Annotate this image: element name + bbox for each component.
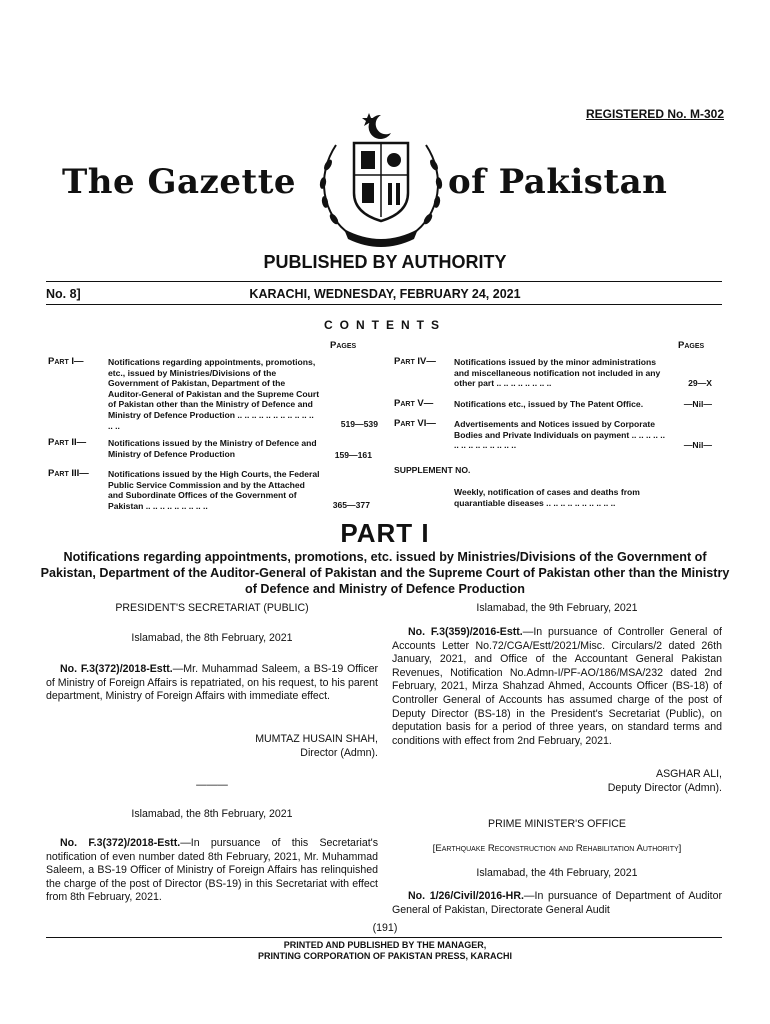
- toc-part-4-text: Notifications issued by the minor administrations and miscellaneous notification not included in any other part .. .. .. .. .. .. .. ..: [454, 357, 661, 389]
- registered-number: REGISTERED No. M-302: [585, 107, 724, 121]
- toc-part-3-text: Notifications issued by the High Courts, the Federal Public Service Commission and by the Attached and Subordinate Offices of the Government of Pakistan .. .. .. .. .. .. .. .. ..: [108, 469, 320, 511]
- toc-part-2-label: Part II—: [48, 437, 87, 448]
- dateline: KARACHI, WEDNESDAY, FEBRUARY 24, 2021: [249, 287, 521, 301]
- left-notification-1: No. F.3(372)/2018-Estt.—Mr. Muhammad Saleem, a BS-19 Officer of Ministry of Foreign Affairs is repatriated, on his request, to his parent department, Ministry of Foreign Affairs with immediate effect.: [46, 663, 378, 703]
- left-date-2: Islamabad, the 8th February, 2021: [131, 808, 293, 820]
- part-title: PART I: [340, 518, 430, 548]
- toc-part-5-label: Part V—: [394, 398, 434, 409]
- rule-top: [46, 281, 722, 282]
- footer-line-2: PRINTING CORPORATION OF PAKISTAN PRESS, KARACHI: [257, 951, 512, 961]
- part-subtitle: Notifications regarding appointments, promotions, etc. issued by Ministries/Divisions of the Government of Pakistan, Department of the Auditor-General of Pakistan and the Supreme Court of Pakistan other than the Ministry of Defence and Ministry of Defence Production: [40, 550, 730, 596]
- left-date-1: Islamabad, the 8th February, 2021: [131, 632, 293, 644]
- pages-label-left: Pages: [330, 340, 357, 351]
- state-emblem: [306, 105, 456, 255]
- left-notification-2: No. F.3(372)/2018-Estt.—In pursuance of this Secretariat's notification of even number dated 8th February, 2021, Mr. Muhammad Saleem, a BS-19 Officer of Ministry of Foreign Affairs has relinquished the charge of the post of Director (BS-19) in this Secretariat with effect from 8th February, 2021.: [46, 837, 378, 904]
- authority-heading: [Earthquake Reconstruction and Rehabilitation Authority]: [432, 843, 682, 854]
- page-number: (191): [372, 922, 398, 934]
- toc-part-1-pages: 519—539: [340, 419, 378, 429]
- toc-part-3-pages: 365—377: [332, 500, 370, 510]
- footer-line-1: PRINTED AND PUBLISHED BY THE MANAGER,: [283, 940, 487, 950]
- president-secretariat-heading: PRESIDENT'S SECRETARIAT (PUBLIC): [115, 602, 309, 614]
- toc-part-6-pages: —Nil—: [683, 440, 712, 450]
- right-notification-1: No. F.3(359)/2016-Estt.—In pursuance of Controller General of Accounts Letter No.72/CGA/Estt/2021/Misc. Circulars/2 dated 26th January, 2021, and Office of the Accountant General Pakistan Revenues, Notification No.Admn-I/PF-AO/186/MSA/232 dated 2nd February, 2021, Mirza Shahzad Ahmed, Accounts Officer (BS-18) of Controller General of Accounts has assumed charge of the post of Deputy Director (BS-18) in the President's Secretariat (Public), on deputation basis for a period of three years, on standard terms and conditions with effect from 2nd February, 2021.: [392, 626, 722, 747]
- rule-bottom: [46, 304, 722, 305]
- toc-part-3-label: Part III—: [48, 468, 89, 479]
- right-date-2: Islamabad, the 4th February, 2021: [476, 867, 638, 879]
- supplement-label: SUPPLEMENT NO.: [394, 465, 471, 475]
- right-date-1: Islamabad, the 9th February, 2021: [476, 602, 638, 614]
- left-signature-name: MUMTAZ HUSAIN SHAH,: [255, 733, 378, 745]
- toc-part-6-label: Part VI—: [394, 418, 436, 429]
- issue-number: No. 8]: [46, 287, 81, 301]
- footer-rule: [46, 937, 722, 938]
- prime-minister-office-heading: PRIME MINISTER'S OFFICE: [488, 818, 626, 830]
- right-signature-title: Deputy Director (Admn).: [607, 782, 722, 794]
- toc-part-5-pages: —Nil—: [683, 399, 712, 409]
- right-signature-name: ASGHAR ALI,: [656, 768, 722, 780]
- toc-part-4-pages: 29—X: [688, 378, 712, 388]
- toc-part-2-pages: 159—161: [334, 450, 372, 460]
- supplement-text: Weekly, notification of cases and deaths from quarantiable diseases .. .. .. .. .. .. .. .. .. ..: [454, 487, 640, 508]
- toc-part-4-label: Part IV—: [394, 356, 436, 367]
- toc-part-2-text: Notifications issued by the Ministry of Defence and Ministry of Defence Production: [108, 438, 317, 459]
- gazette-title-left: The Gazette: [62, 162, 297, 202]
- toc-part-1-label: Part I—: [48, 356, 84, 367]
- published-by-authority: PUBLISHED BY AUTHORITY: [263, 252, 507, 272]
- left-signature-title: Director (Admn).: [300, 747, 378, 759]
- contents-heading: CONTENTS: [324, 318, 446, 332]
- pages-label-right: Pages: [678, 340, 705, 351]
- left-separator: ———: [196, 779, 228, 791]
- right-notification-2: No. 1/26/Civil/2016-HR.—In pursuance of Department of Auditor General of Pakistan, Directorate General Audit: [392, 890, 722, 916]
- toc-part-6-text: Advertisements and Notices issued by Corporate Bodies and Private Individuals on payment .. .. .. .. .. .. .. .. .. .. .. .. .. ..: [454, 419, 666, 451]
- gazette-title-right: of Pakistan: [448, 162, 668, 202]
- toc-part-5-text: Notifications etc., issued by The Patent Office.: [454, 399, 644, 409]
- toc-part-1-text: Notifications regarding appointments, promotions, etc., issued by Ministries/Divisions of the Government of Pakistan, Department of the Auditor-General of Pakistan and the Supreme Court of Pakistan other than the Ministry of Defence and Ministry of Defence Production .. .. .. .. .. .. .. .. .. .. .. .. ..: [108, 357, 320, 431]
